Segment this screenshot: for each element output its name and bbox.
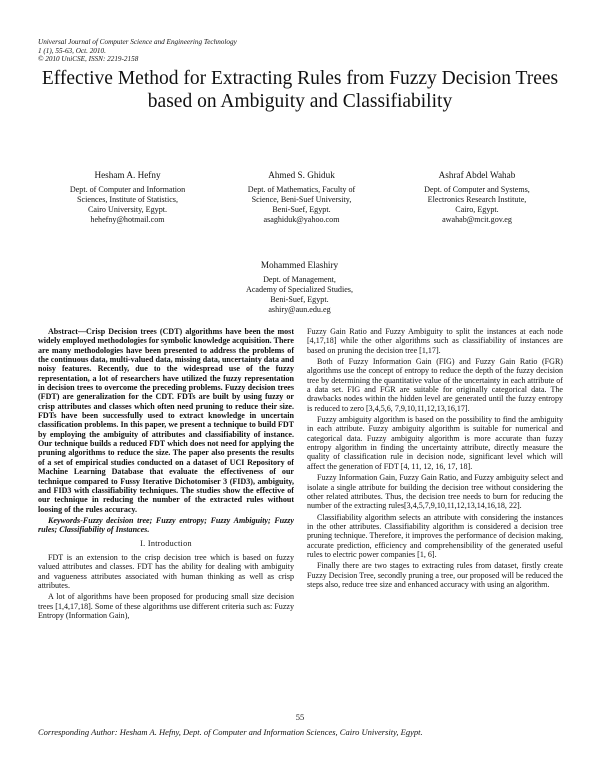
author-block bbox=[214, 170, 389, 225]
author-affiliation: Science, Beni-Suef University, bbox=[251, 195, 352, 204]
author-affiliation: Academy of Specialized Studies, bbox=[246, 285, 353, 294]
body-paragraph: Finally there are two stages to extracting rules from dataset, firstly create Fuzzy Decision Tree, secondly pruning a tree, our proposed will be reduced the steps also, reduce tree size and enhanced accuracy with using an algorithm. bbox=[307, 561, 563, 589]
abstract: Abstract—Crisp Decision trees (CDT) algorithms have been the most widely employed methodologies for symbolic knowledge acquisition. There are many methodologies have been presented to address the problems of the continuous data, multi-valued data, missing data, uncertainty data and noisy features. Recently, due to the widespread use of the fuzzy representation, a lot of researchers have utilized the fuzzy representation in decision trees to overcome the preceding problems. Fuzzy decision trees (FDT) are generalization for the CDT. FDTs are built by using fuzzy or crisp attributes and classes which often need pruning to reduce their size. FDTs have been successfully used to extract knowledge in uncertain classification problems. In this paper, we present a technique to build FDT by employing the ambiguity of attributes and classifiability of instance. Our technique builds a reduced FDT which does not need for applying the pruning algorithms to reduce the size. The paper also presents the results of a set of empirical studies conducted on a dataset of UCI Repository of Machine Learning Database that evaluate the effectiveness of our technique compared to Fussy Iterative Dichotomiser 3 (FID3), ambiguity, and FID3 with classifiability techniques. The studies show the effective of our technique in reducing the number of the extracted rules without loosing of the rules accuracy. bbox=[38, 327, 294, 514]
author-affiliation: Cairo University, Egypt. bbox=[87, 205, 168, 214]
author-affiliation: Dept. of Computer and Systems, bbox=[424, 185, 530, 194]
author-affiliation: Dept. of Mathematics, Faculty of bbox=[247, 185, 356, 194]
body-paragraph: A lot of algorithms have been proposed for producing small size decision trees [1,4,17,18]. Some of these algorithms use different criteria such as: Fuzzy Entropy (Information Gain), bbox=[38, 592, 294, 620]
author-name: Ashraf Abdel Wahab bbox=[438, 170, 516, 180]
author-email: ashiry@aun.edu.eg bbox=[268, 305, 331, 314]
author-affiliation: Dept. of Computer and Information bbox=[69, 185, 186, 194]
author-affiliation: Dept. of Management, bbox=[263, 275, 336, 284]
body-paragraph: Fuzzy Gain Ratio and Fuzzy Ambiguity to split the instances at each node [4,17,18] while the other algorithms such as classifiability of instances are based on pruning the decision tree [1,17]. bbox=[307, 327, 563, 355]
journal-header bbox=[38, 38, 237, 64]
body-paragraph: Fuzzy Information Gain, Fuzzy Gain Ratio, and Fuzzy ambiguity select and isolate a single attribute for building the decision tree without considering the other related attributes. Thus, the decision tree needs to burn for reducing the number of the extracting rules[3,4,5,7,9,10,11,12,13,14,16,18, 22]. bbox=[307, 473, 563, 511]
author-email: awahab@mcit.gov.eg bbox=[442, 215, 512, 224]
body-paragraph: FDT is an extension to the crisp decision tree which is based on fuzzy valued attributes and classes. FDT has the ability for dealing with ambiguity and vagueness attributes associated with human thinking as well as crisp attributes. bbox=[38, 552, 294, 590]
author-name: Mohammed Elashiry bbox=[260, 260, 339, 270]
body-paragraph: Classifiability algorithm selects an attribute with considering the instances in the other attributes. Classifiability algorithm is considered a decision tree pruning technique. Therefore, it improves the performance of decision making, accurate prediction, efficiency and comprehensibility of the generated useful rules to electric power companies [1, 6]. bbox=[307, 512, 563, 559]
author-affiliation: Cairo, Egypt. bbox=[455, 205, 499, 214]
author-email: asaghiduk@yahoo.com bbox=[263, 215, 340, 224]
section-heading: I. Introduction bbox=[140, 538, 192, 548]
author-affiliation: Beni-Suef, Egypt. bbox=[272, 205, 331, 214]
page-number: 55 bbox=[295, 712, 305, 722]
body-paragraph: Fuzzy ambiguity algorithm is based on the possibility to find the ambiguity in each attribute. Fuzzy ambiguity algorithm is suitable for numerical and categorical data. Fuzzy ambiguity algorithm is more accurate than fuzzy entropy algorithm in finding the uncertainty attribute, directly measure the quality of classification rule in decision node, significant level which will affect the generation of FDT [4, 11, 12, 16, 17, 18]. bbox=[307, 415, 563, 471]
paper-title: Effective Method for Extracting Rules from Fuzzy Decision Trees based on Ambiguity and Classifiability bbox=[41, 68, 559, 112]
right-column bbox=[307, 327, 563, 591]
journal-issue: 1 (1), 55-63, Oct. 2010. bbox=[38, 46, 106, 55]
author-block bbox=[212, 260, 387, 315]
author-block bbox=[392, 170, 562, 225]
keywords: Keywords-Fuzzy decision tree; Fuzzy entropy; Fuzzy Ambiguity; Fuzzy rules; Classifiability of Instances. bbox=[38, 515, 294, 535]
author-affiliation: Electronics Research Institute, bbox=[427, 195, 527, 204]
body-paragraph: Both of Fuzzy Information Gain (FIG) and Fuzzy Gain Ratio (FGR) algorithms use the concept of entropy to reduce the depth of the fuzzy decision tree by determining the quantitative value of the uncertainty in each attribute of a data set. FIG and FGR are suitable for originally categorical data. The drawbacks nodes within the hidden level are generated until the fuzzy entropy is reduced to zero [3,4,5,6, 7,9,10,11,12,13,16,17]. bbox=[307, 357, 563, 413]
left-column bbox=[38, 327, 294, 622]
journal-name: Universal Journal of Computer Science and Engineering Technology bbox=[38, 38, 237, 46]
author-affiliation: Sciences, Institute of Statistics, bbox=[77, 195, 178, 204]
journal-copyright: © 2010 UniCSE, ISSN: 2219-2158 bbox=[38, 55, 139, 64]
author-name: Hesham A. Hefny bbox=[94, 170, 161, 180]
author-email: hehefny@hotmail.com bbox=[90, 215, 165, 224]
author-name: Ahmed S. Ghiduk bbox=[268, 170, 335, 180]
corresponding-author-footer: Corresponding Author: Hesham A. Hefny, Dept. of Computer and Information Sciences, Cairo University, Egypt. bbox=[38, 727, 423, 737]
author-block bbox=[40, 170, 215, 225]
author-affiliation: Beni-Suef, Egypt. bbox=[270, 295, 329, 304]
